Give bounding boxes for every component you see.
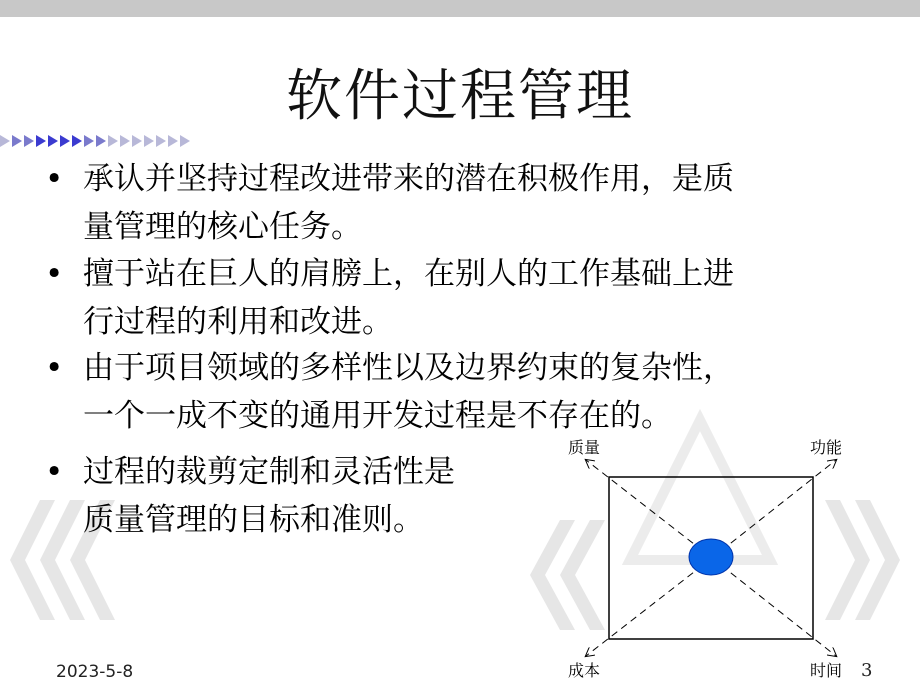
bullet-line: 由于项目领域的多样性以及边界约束的复杂性， (83, 350, 734, 386)
arrow-icon (132, 135, 142, 147)
arrow-icon (60, 135, 70, 147)
center-ellipse (689, 539, 733, 575)
bullet-line: 行过程的利用和改进。 (83, 304, 393, 340)
bullet-item (45, 250, 734, 346)
arrow-icon (84, 135, 94, 147)
footer-date: 2023-5-8 (56, 662, 134, 682)
arrow-icon (48, 135, 58, 147)
quality-diagram (560, 436, 880, 686)
arrow-icon (168, 135, 178, 147)
bullet-item (45, 448, 455, 544)
bullet-icon: • (45, 256, 64, 292)
arrow-icon (108, 135, 118, 147)
arrow-icon (36, 135, 46, 147)
arrow-icon (0, 135, 10, 147)
label-quality: 质量 (568, 438, 601, 457)
arrow-quality (586, 460, 712, 558)
arrow-cost (586, 558, 712, 656)
arrow-icon (120, 135, 130, 147)
bullet-line: 擅于站在巨人的肩膀上，在别人的工作基础上进 (83, 256, 734, 292)
bullet-line: 质量管理的目标和准则。 (83, 502, 424, 538)
label-time: 时间 (810, 661, 843, 680)
arrow-icon (144, 135, 154, 147)
bullet-icon: • (45, 454, 64, 490)
arrow-icon (96, 135, 106, 147)
arrow-strip (0, 133, 192, 149)
bullet-icon: • (45, 350, 64, 386)
label-cost: 成本 (568, 661, 601, 680)
bullet-item (45, 344, 734, 440)
arrow-icon (12, 135, 22, 147)
bullet-line: 承认并坚持过程改进带来的潜在积极作用，是质 (83, 161, 734, 197)
arrow-icon (24, 135, 34, 147)
bullet-line: 量管理的核心任务。 (83, 209, 362, 245)
arrow-icon (180, 135, 190, 147)
bullet-line: 过程的裁剪定制和灵活性是 (83, 454, 455, 490)
arrow-icon (156, 135, 166, 147)
arrow-icon (72, 135, 82, 147)
arrow-time (712, 558, 836, 656)
slide-title: 软件过程管理 (286, 64, 634, 129)
bullet-line: 一个一成不变的通用开发过程是不存在的。 (83, 398, 672, 434)
page-number: 3 (861, 660, 873, 681)
bullet-icon: • (45, 161, 64, 197)
label-function: 功能 (810, 438, 843, 457)
arrow-function (712, 460, 836, 558)
bullet-item (45, 155, 734, 251)
